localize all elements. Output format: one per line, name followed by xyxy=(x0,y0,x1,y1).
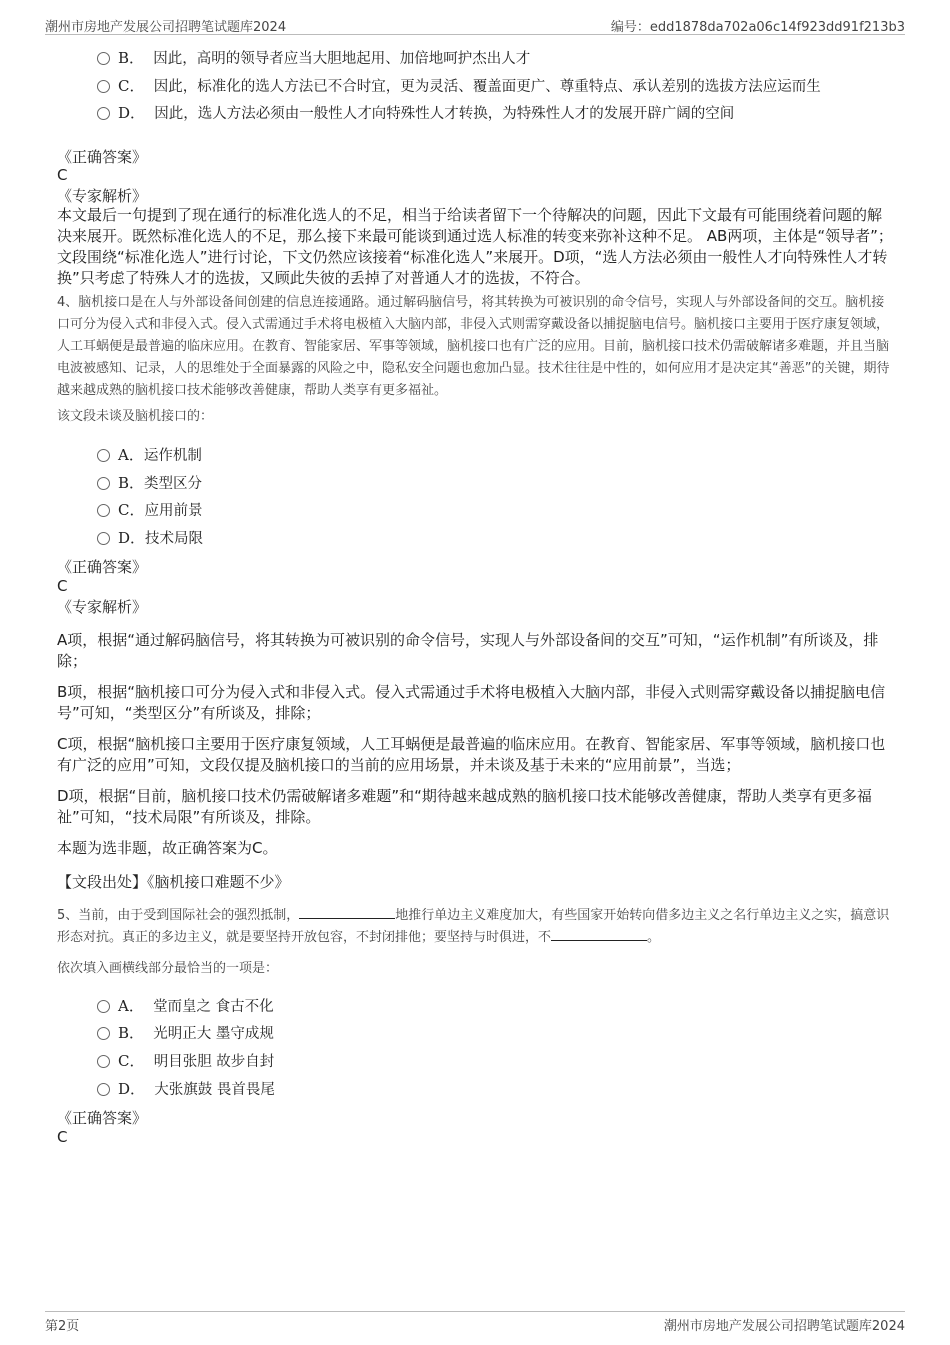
q4-question: 该文段未谈及脑机接口的： xyxy=(57,409,214,424)
q4-source: 【文段出处】《脑机接口难题不少》 xyxy=(57,873,290,891)
footer-title: 潮州市房地产发展公司招聘笔试题库2024 xyxy=(663,1319,905,1334)
radio-icon[interactable] xyxy=(97,1055,110,1068)
fill-blank-1[interactable] xyxy=(299,906,395,919)
fill-blank-2[interactable] xyxy=(551,928,647,941)
page-header xyxy=(45,14,905,35)
q5-answer: C xyxy=(57,1128,68,1146)
q5-option-b[interactable]: B． 光明正大 墨守成规 xyxy=(97,1022,274,1046)
q4-analysis-c: C项，根据“脑机接口主要用于医疗康复领域，人工耳蜗便是最普遍的临床应用。在教育、智能家居、军事等领域，脑机接口也有广泛的应用”可知，文段仅提及脑机接口的当前的应用场景，并未谈及基于未来的“应用前景”，当选； xyxy=(57,735,886,774)
radio-icon[interactable] xyxy=(97,52,110,65)
page-number: 第2页 xyxy=(45,1319,80,1334)
q3-analysis: 本文最后一句提到了现在通行的标准化选人的不足，相当于给读者留下一个待解决的问题，因此下文最有可能围绕着问题的解决来展开。既然标准化选人的不足，那么接下来最可能谈到通过选人标准的转变来弥补这种不足。 AB两项，主体是“领导者”；文段围绕“标准化选人”进行讨论，下文仍然应该接着“标准化选人”来展开。D项，“选人方法必须由一般性人才向特殊性人才转换”只考虑了特殊人才的选拔，又顾此失彼的丢掉了对普通人才的选拔，不符合。 xyxy=(57,206,893,287)
radio-icon[interactable] xyxy=(97,1000,110,1013)
q4-option-a[interactable]: A．运作机制 xyxy=(97,444,202,468)
q5-stem: 5、当前，由于受到国际社会的强烈抵制， 地推行单边主义难度加大，有些国家开始转向借多边主义之名行单边主义之实，搞意识形态对抗。真正的多边主义，就是要坚持开放包容，不封闭排他；要坚持与时俱进，不 。 xyxy=(57,908,890,945)
q5-answer-label: 《正确答案》 xyxy=(57,1109,148,1127)
radio-icon[interactable] xyxy=(97,477,110,490)
q3-option-d[interactable]: D． 因此，选人方法必须由一般性人才向特殊性人才转换，为特殊性人才的发展开辟广阔的空间 xyxy=(97,102,734,126)
q3-answer-label: 《正确答案》 xyxy=(57,148,148,166)
q4-option-c[interactable]: C．应用前景 xyxy=(97,499,202,523)
q4-answer: C xyxy=(57,577,68,595)
q5-question: 依次填入画横线部分最恰当的一项是： xyxy=(57,961,279,976)
radio-icon[interactable] xyxy=(97,107,110,120)
radio-icon[interactable] xyxy=(97,1027,110,1040)
q4-analysis-label: 《专家解析》 xyxy=(57,598,148,616)
q4-analysis-b: B项，根据“脑机接口可分为侵入式和非侵入式。侵入式需通过手术将电极植入大脑内部，非侵入式则需穿戴设备以捕捉脑电信号”可知，“类型区分”有所谈及，排除； xyxy=(57,683,886,722)
q4-answer-label: 《正确答案》 xyxy=(57,558,148,576)
q4-option-d[interactable]: D．技术局限 xyxy=(97,527,203,551)
header-title: 潮州市房地产发展公司招聘笔试题库2024 xyxy=(45,20,287,35)
radio-icon[interactable] xyxy=(97,532,110,545)
q4-analysis-a: A项，根据“通过解码脑信号，将其转换为可被识别的命令信号，实现人与外部设备间的交互”可知，“运作机制”有所谈及，排除； xyxy=(57,631,879,670)
q3-analysis-label: 《专家解析》 xyxy=(57,187,148,205)
q4-analysis-d: D项，根据“目前，脑机接口技术仍需破解诸多难题”和“期待越来越成熟的脑机接口技术能够改善健康，帮助人类享有更多福祉”可知，“技术局限”有所谈及，排除。 xyxy=(57,787,872,826)
header-doc-id: 编号：edd1878da702a06c14f923dd91f213b3 xyxy=(610,20,905,35)
radio-icon[interactable] xyxy=(97,449,110,462)
q3-option-b[interactable]: B． 因此，高明的领导者应当大胆地起用、加倍地呵护杰出人才 xyxy=(97,47,530,71)
radio-icon[interactable] xyxy=(97,504,110,517)
q4-stem: 4、脑机接口是在人与外部设备间创建的信息连接通路。通过解码脑信号，将其转换为可被识别的命令信号，实现人与外部设备间的交互。脑机接口可分为侵入式和非侵入式。侵入式需通过手术将电极植入大脑内部，非侵入式则需穿戴设备以捕捉脑电信号。脑机接口主要用于医疗康复领域，人工耳蜗便是最普遍的临床应用。在教育、智能家居、军事等领域，脑机接口也有广泛的应用。目前，脑机接口技术仍需破解诸多难题，并且当脑电波被感知、记录，人的思维处于全面暴露的风险之中，隐私安全问题也愈加凸显。技术往往是中性的，如何应用才是决定其“善恶”的关键，期待越来越成熟的脑机接口技术能够改善健康，帮助人类享有更多福祉。 xyxy=(57,295,890,398)
q5-option-a[interactable]: A． 堂而皇之 食古不化 xyxy=(97,995,274,1019)
q3-option-c[interactable]: C． 因此，标准化的选人方法已不合时宜，更为灵活、覆盖面更广、尊重特点、承认差别的选拔方法应运而生 xyxy=(97,75,821,99)
radio-icon[interactable] xyxy=(97,80,110,93)
q5-option-d[interactable]: D． 大张旗鼓 畏首畏尾 xyxy=(97,1078,275,1102)
q4-option-b[interactable]: B．类型区分 xyxy=(97,472,202,496)
radio-icon[interactable] xyxy=(97,1083,110,1096)
page-footer xyxy=(45,1311,905,1334)
q3-answer: C xyxy=(57,166,68,184)
q4-conclusion: 本题为选非题，故正确答案为C。 xyxy=(57,839,278,857)
q5-option-c[interactable]: C． 明目张胆 故步自封 xyxy=(97,1050,274,1074)
